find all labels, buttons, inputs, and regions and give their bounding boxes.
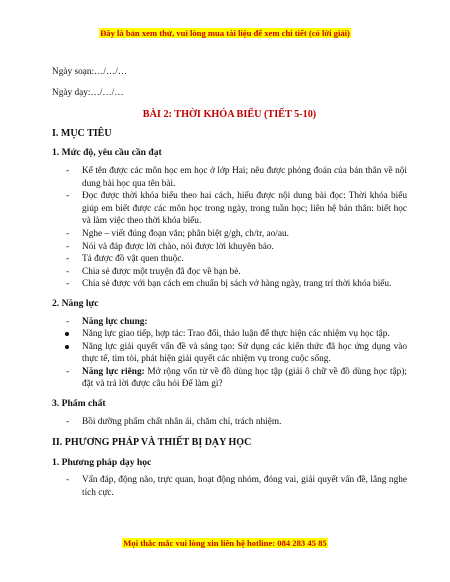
section-methods-heading: II. PHƯƠNG PHÁP VÀ THIẾT BỊ DẠY HỌC (52, 437, 252, 449)
list-item-text: Năng lực giao tiếp, hợp tác: Trao đổi, thảo luận để thực hiện các nhiệm vụ học tập. (82, 329, 390, 340)
document-body (52, 66, 407, 500)
specific-competence-label: Năng lực riêng: (82, 366, 145, 377)
bullet-icon (65, 345, 69, 349)
list-item-text: Năng lực giải quyết vấn đề và sáng tạo: Sử dụng các kiến thức đã học ứng dụng vào thực tế, tìm tòi, phát hiện giải quyết các nhiệm vụ trong cuộc sống. (82, 341, 407, 365)
list-item: - Kể tên được các môn học em học ở lớp Hai; nêu được phỏng đoán của bản thân về nội dung bài học qua tên bài. (52, 165, 407, 190)
preview-notice-banner (0, 28, 450, 38)
list-item: - Bồi dưỡng phẩm chất nhân ái, chăm chỉ, trách nhiệm. (52, 416, 407, 429)
hotline-banner (0, 538, 450, 548)
preparation-date: Ngày soạn:…/…/… (52, 67, 128, 77)
list-item: - Đọc được thời khóa biểu theo hai cách, hiểu được nội dung bài đọc: Thời khóa biểu giúp em biết được các môn học trong ngày, trong tuần học; liên hệ bản thân: biết học và làm việc theo thời khóa biểu. (52, 190, 407, 228)
qualities-heading: 3. Phẩm chất (52, 398, 106, 410)
specific-competence-text: Mở rộng vốn từ về đồ dùng học tập (giải ô chữ về đồ dùng học tập); đặt và trả lời được câu hỏi Để làm gì? (82, 366, 407, 390)
qualities-list (52, 416, 407, 429)
bullet-icon (65, 332, 69, 336)
list-item: - Tả được đồ vật quen thuộc. (52, 253, 407, 266)
hotline-text: Mọi thắc mắc vui lòng xin liên hệ hotline: 084 283 45 85 (123, 538, 327, 548)
general-competence-label: Năng lực chung: (82, 316, 148, 327)
competence-list (52, 316, 407, 392)
lesson-title: BÀI 2: THỜI KHÓA BIỂU (TIẾT 5-10) (142, 109, 317, 121)
requirements-heading: 1. Mức độ, yêu cầu cần đạt (52, 147, 162, 159)
teaching-methods-heading: 1. Phương pháp dạy học (52, 456, 152, 468)
list-item: - Chia sẻ được một truyện đã đọc về bạn bè. (52, 266, 407, 279)
list-item: - Năng lực chung: (66, 316, 148, 327)
preview-notice-text: Đây là bản xem thử, vui lòng mua tài liệu để xem chi tiết (có lời giải) (100, 28, 350, 38)
list-item (52, 328, 407, 341)
section-objectives-heading: I. MỤC TIÊU (52, 127, 112, 139)
list-item: - Nghe – viết đúng đoạn văn; phân biệt g/gh, ch/tr, ao/au. (52, 228, 407, 241)
list-item: - Vấn đáp, động não, trực quan, hoạt động nhóm, đóng vai, giải quyết vấn đề, lắng nghe tích cực. (52, 474, 407, 499)
list-item: - Nói và đáp được lời chào, nói được lời khuyên bảo. (52, 241, 407, 254)
teaching-date: Ngày dạy:…/…/… (52, 87, 124, 98)
requirements-list (52, 165, 407, 291)
date-info (52, 66, 407, 99)
list-item: - Năng lực riêng: Mở rộng vốn từ về đồ dùng học tập (giải ô chữ về đồ dùng học tập); đặt và trả lời được câu hỏi Để làm gì? (66, 366, 407, 390)
list-item: - Chia sẻ được với bạn cách em chuẩn bị sách vở hàng ngày, trang trí thời khóa biểu. (52, 278, 407, 291)
list-item (52, 341, 407, 366)
competence-heading: 2. Năng lực (52, 297, 99, 309)
teaching-methods-list (52, 474, 407, 499)
